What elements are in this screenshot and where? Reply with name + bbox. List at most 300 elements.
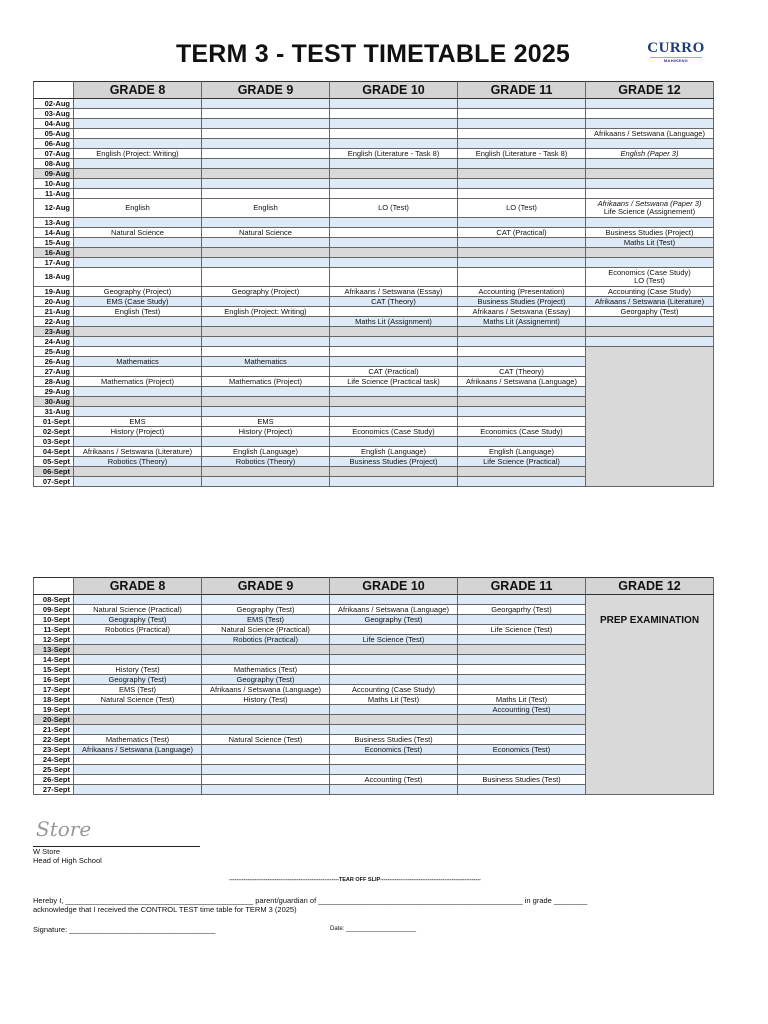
subject-cell <box>330 99 458 109</box>
subject-cell <box>74 317 202 327</box>
subject-cell <box>74 387 202 397</box>
date-cell: 15-Aug <box>34 238 74 248</box>
subject-cell <box>74 238 202 248</box>
timetable-september-body <box>34 595 714 795</box>
table-row <box>34 218 714 228</box>
prep-examination-cell: PREP EXAMINATION <box>586 595 714 795</box>
date-cell: 08-Sept <box>34 595 74 605</box>
subject-cell <box>202 337 330 347</box>
header-grade-11: GRADE 11 <box>458 82 586 99</box>
subject-cell <box>202 765 330 775</box>
date-cell: 26-Aug <box>34 357 74 367</box>
subject-cell <box>74 268 202 287</box>
subject-cell <box>202 655 330 665</box>
subject-cell: CAT (Practical) <box>330 367 458 377</box>
table-row <box>34 169 714 179</box>
subject-cell <box>74 119 202 129</box>
subject-cell <box>586 327 714 337</box>
subject-cell <box>458 357 586 367</box>
subject-cell <box>74 169 202 179</box>
date-cell: 10-Aug <box>34 179 74 189</box>
subject-cell <box>458 755 586 765</box>
table-row <box>34 179 714 189</box>
subject-cell <box>202 317 330 327</box>
subject-cell <box>202 129 330 139</box>
logo-name: CURRO <box>647 40 705 56</box>
subject-cell <box>74 367 202 377</box>
subject-line: LO (Test) <box>634 276 665 285</box>
date-cell: 16-Aug <box>34 248 74 258</box>
subject-cell <box>330 307 458 317</box>
table-row <box>34 268 714 287</box>
subject-cell: EMS (Test) <box>202 615 330 625</box>
subject-cell: Accounting (Case Study) <box>586 287 714 297</box>
table-row <box>34 258 714 268</box>
subject-cell <box>330 625 458 635</box>
header-grade-8: GRADE 8 <box>74 82 202 99</box>
date-cell: 19-Aug <box>34 287 74 297</box>
subject-cell <box>202 477 330 487</box>
signatory-role: Head of High School <box>33 856 102 865</box>
subject-cell <box>74 397 202 407</box>
subject-cell <box>586 139 714 149</box>
date-cell: 24-Aug <box>34 337 74 347</box>
subject-cell <box>458 238 586 248</box>
subject-cell: CAT (Theory) <box>330 297 458 307</box>
date-cell: 21-Sept <box>34 725 74 735</box>
subject-cell: Natural Science (Practical) <box>202 625 330 635</box>
subject-cell <box>74 248 202 258</box>
subject-cell <box>458 139 586 149</box>
subject-cell: Natural Science (Test) <box>74 695 202 705</box>
subject-cell <box>330 765 458 775</box>
header-grade-12: GRADE 12 <box>586 578 714 595</box>
subject-cell <box>202 755 330 765</box>
date-cell: 21-Aug <box>34 307 74 317</box>
subject-cell <box>458 635 586 645</box>
date-cell: 18-Aug <box>34 268 74 287</box>
subject-cell <box>74 635 202 645</box>
subject-cell: Maths Lit (Assignment) <box>330 317 458 327</box>
subject-cell <box>202 645 330 655</box>
subject-cell <box>458 189 586 199</box>
date-cell: 20-Sept <box>34 715 74 725</box>
subject-cell: Afrikaans / Setswana (Literature) <box>74 447 202 457</box>
subject-cell: English (Language) <box>330 447 458 457</box>
header-grade-12: GRADE 12 <box>586 82 714 99</box>
subject-cell <box>74 705 202 715</box>
date-cell: 01-Sept <box>34 417 74 427</box>
subject-cell <box>202 139 330 149</box>
subject-cell <box>330 129 458 139</box>
subject-cell: History (Project) <box>202 427 330 437</box>
subject-cell <box>330 675 458 685</box>
subject-cell <box>330 347 458 357</box>
subject-cell: Maths Lit (Assignemnt) <box>458 317 586 327</box>
subject-cell: EMS <box>202 417 330 427</box>
subject-cell: Maths Lit (Test) <box>586 238 714 248</box>
subject-cell: Afrikaans / Setswana (Language) <box>586 129 714 139</box>
subject-cell <box>458 347 586 357</box>
date-cell: 02-Aug <box>34 99 74 109</box>
subject-cell <box>330 169 458 179</box>
subject-cell <box>330 715 458 725</box>
date-cell: 04-Aug <box>34 119 74 129</box>
date-cell: 18-Sept <box>34 695 74 705</box>
subject-cell <box>458 675 586 685</box>
date-cell: 06-Aug <box>34 139 74 149</box>
subject-cell <box>330 705 458 715</box>
subject-cell: Maths Lit (Test) <box>458 695 586 705</box>
subject-cell <box>202 745 330 755</box>
subject-cell <box>74 477 202 487</box>
subject-cell <box>330 595 458 605</box>
subject-cell <box>74 467 202 477</box>
subject-cell <box>202 268 330 287</box>
subject-cell <box>330 109 458 119</box>
subject-cell <box>458 248 586 258</box>
subject-cell <box>330 228 458 238</box>
subject-cell: History (Project) <box>74 427 202 437</box>
date-cell: 27-Sept <box>34 785 74 795</box>
table-row <box>34 109 714 119</box>
date-cell: 12-Aug <box>34 199 74 218</box>
subject-cell <box>586 109 714 119</box>
table-row <box>34 297 714 307</box>
date-cell: 04-Sept <box>34 447 74 457</box>
subject-cell <box>330 785 458 795</box>
date-cell: 11-Aug <box>34 189 74 199</box>
table-row <box>34 287 714 297</box>
table-row <box>34 347 714 357</box>
date-cell: 24-Sept <box>34 755 74 765</box>
subject-cell <box>74 785 202 795</box>
subject-cell <box>74 327 202 337</box>
header-corner <box>34 578 74 595</box>
subject-cell <box>330 725 458 735</box>
subject-cell: English (Language) <box>202 447 330 457</box>
subject-cell <box>202 775 330 785</box>
timetable-september <box>33 577 714 795</box>
subject-cell: Mathematics (Project) <box>74 377 202 387</box>
subject-cell <box>330 417 458 427</box>
subject-cell <box>458 218 586 228</box>
table-row <box>34 119 714 129</box>
subject-cell: Afrikaans / Setswana (Language) <box>458 377 586 387</box>
slip-parent-line: Hereby I, _____________________________________________ parent/guardian of _________________________________________________ in grade ________ <box>33 896 588 905</box>
subject-cell <box>586 248 714 258</box>
subject-cell <box>458 109 586 119</box>
subject-cell <box>330 248 458 258</box>
subject-cell: EMS <box>74 417 202 427</box>
subject-cell: English <box>74 199 202 218</box>
subject-cell: Business Studies (Project) <box>586 228 714 238</box>
subject-cell: Geography (Project) <box>202 287 330 297</box>
subject-cell: Robotics (Theory) <box>202 457 330 467</box>
table-row <box>34 189 714 199</box>
subject-cell <box>330 139 458 149</box>
subject-cell <box>74 655 202 665</box>
signatory-name: W Store <box>33 847 61 856</box>
tear-off-title: ------------------------------------------------------------TEAR OFF SLIP------------------------------------------------------- <box>229 877 481 883</box>
subject-cell <box>458 159 586 169</box>
subject-cell <box>458 407 586 417</box>
header-row <box>34 82 714 99</box>
subject-cell <box>74 645 202 655</box>
subject-cell <box>202 327 330 337</box>
subject-cell <box>202 159 330 169</box>
subject-cell: Life Science (Practical) <box>458 457 586 467</box>
subject-cell <box>458 437 586 447</box>
subject-cell <box>330 337 458 347</box>
subject-cell <box>74 595 202 605</box>
subject-cell <box>586 189 714 199</box>
subject-cell: Geography (Test) <box>330 615 458 625</box>
subject-cell <box>330 665 458 675</box>
date-cell: 19-Sept <box>34 705 74 715</box>
subject-cell: English (Project: Writing) <box>202 307 330 317</box>
date-cell: 13-Aug <box>34 218 74 228</box>
header-corner <box>34 82 74 99</box>
subject-cell <box>586 199 714 218</box>
subject-cell <box>330 218 458 228</box>
subject-cell: Afrikaans / Setswana (Language) <box>202 685 330 695</box>
subject-cell <box>586 179 714 189</box>
subject-cell <box>202 407 330 417</box>
subject-cell <box>330 268 458 287</box>
date-cell: 20-Aug <box>34 297 74 307</box>
subject-cell <box>458 337 586 347</box>
date-cell: 30-Aug <box>34 397 74 407</box>
date-cell: 05-Sept <box>34 457 74 467</box>
subject-cell <box>458 179 586 189</box>
subject-cell <box>458 397 586 407</box>
subject-cell: Economics (Case Study) <box>458 427 586 437</box>
subject-cell: Economics (Test) <box>330 745 458 755</box>
subject-cell <box>202 109 330 119</box>
subject-cell <box>202 347 330 357</box>
page-title: TERM 3 - TEST TIMETABLE 2025 <box>175 40 571 68</box>
table-row <box>34 99 714 109</box>
signature-image: Store <box>36 817 92 841</box>
subject-cell <box>74 218 202 228</box>
subject-cell <box>202 99 330 109</box>
subject-cell <box>458 735 586 745</box>
subject-cell <box>74 179 202 189</box>
subject-cell <box>202 258 330 268</box>
subject-cell <box>586 159 714 169</box>
table-row <box>34 228 714 238</box>
subject-cell <box>74 189 202 199</box>
subject-cell <box>202 367 330 377</box>
date-cell: 06-Sept <box>34 467 74 477</box>
subject-cell <box>330 327 458 337</box>
date-cell: 07-Aug <box>34 149 74 159</box>
subject-cell <box>586 218 714 228</box>
date-cell: 08-Aug <box>34 159 74 169</box>
subject-cell: Georgaphy (Test) <box>586 307 714 317</box>
subject-cell <box>202 725 330 735</box>
school-logo <box>646 40 706 64</box>
subject-cell <box>202 397 330 407</box>
subject-cell: Life Science (Test) <box>330 635 458 645</box>
subject-cell: English <box>202 199 330 218</box>
table-row <box>34 159 714 169</box>
header-grade-10: GRADE 10 <box>330 578 458 595</box>
subject-cell: Geography (Project) <box>74 287 202 297</box>
date-cell: 14-Sept <box>34 655 74 665</box>
date-cell: 17-Sept <box>34 685 74 695</box>
subject-cell: English (Language) <box>458 447 586 457</box>
slip-date: Date: _____________________ <box>330 926 417 932</box>
date-cell: 13-Sept <box>34 645 74 655</box>
subject-cell <box>330 179 458 189</box>
subject-cell <box>330 655 458 665</box>
subject-cell: LO (Test) <box>458 199 586 218</box>
table-row <box>34 139 714 149</box>
subject-cell <box>586 337 714 347</box>
date-cell: 23-Sept <box>34 745 74 755</box>
subject-cell <box>330 755 458 765</box>
subject-cell <box>458 129 586 139</box>
subject-cell <box>330 238 458 248</box>
subject-cell: Life Science (Test) <box>458 625 586 635</box>
subject-cell: Georgaprhy (Test) <box>458 605 586 615</box>
header-row <box>34 578 714 595</box>
subject-cell <box>586 119 714 129</box>
subject-cell <box>202 189 330 199</box>
subject-cell <box>458 119 586 129</box>
subject-cell <box>586 169 714 179</box>
subject-cell <box>458 645 586 655</box>
subject-cell: English (Literature - Task 8) <box>330 149 458 159</box>
date-cell: 12-Sept <box>34 635 74 645</box>
subject-cell <box>74 715 202 725</box>
header-grade-11: GRADE 11 <box>458 578 586 595</box>
table-row <box>34 307 714 317</box>
date-cell: 03-Sept <box>34 437 74 447</box>
subject-cell: Geography (Test) <box>202 675 330 685</box>
subject-cell: CAT (Theory) <box>458 367 586 377</box>
date-cell: 25-Aug <box>34 347 74 357</box>
subject-line: Economics (Case Study) <box>608 268 691 277</box>
table-row <box>34 199 714 218</box>
subject-cell <box>202 297 330 307</box>
subject-cell: Mathematics (Project) <box>202 377 330 387</box>
subject-cell: Economics (Test) <box>458 745 586 755</box>
date-cell: 26-Sept <box>34 775 74 785</box>
timetable-august <box>33 81 714 487</box>
subject-cell <box>330 159 458 169</box>
subject-cell <box>458 615 586 625</box>
subject-cell: Robotics (Theory) <box>74 457 202 467</box>
subject-cell <box>330 437 458 447</box>
subject-cell <box>458 268 586 287</box>
subject-cell: Accounting (Test) <box>458 705 586 715</box>
subject-cell: Accounting (Case Study) <box>330 685 458 695</box>
date-cell: 05-Aug <box>34 129 74 139</box>
subject-cell: EMS (Case Study) <box>74 297 202 307</box>
subject-cell <box>458 725 586 735</box>
subject-cell: CAT (Practical) <box>458 228 586 238</box>
subject-cell <box>202 119 330 129</box>
date-cell: 07-Sept <box>34 477 74 487</box>
subject-cell: Maths Lit (Test) <box>330 695 458 705</box>
subject-cell: Accounting (Presentation) <box>458 287 586 297</box>
header-grade-9: GRADE 9 <box>202 82 330 99</box>
subject-cell <box>586 99 714 109</box>
date-cell: 31-Aug <box>34 407 74 417</box>
date-cell: 11-Sept <box>34 625 74 635</box>
subject-cell <box>202 238 330 248</box>
subject-cell: History (Test) <box>74 665 202 675</box>
header-grade-9: GRADE 9 <box>202 578 330 595</box>
header-grade-8: GRADE 8 <box>74 578 202 595</box>
subject-cell: Robotics (Practical) <box>74 625 202 635</box>
subject-cell <box>74 765 202 775</box>
subject-cell <box>202 467 330 477</box>
subject-cell <box>330 397 458 407</box>
subject-cell <box>458 327 586 337</box>
subject-line: Life Science (Assignement) <box>603 207 696 216</box>
date-cell: 10-Sept <box>34 615 74 625</box>
subject-cell: Business Studies (Test) <box>458 775 586 785</box>
subject-cell: English (Paper 3) <box>586 149 714 159</box>
subject-cell <box>202 179 330 189</box>
subject-cell <box>458 99 586 109</box>
subject-cell <box>330 407 458 417</box>
table-row <box>34 317 714 327</box>
subject-cell <box>202 218 330 228</box>
subject-cell <box>202 715 330 725</box>
subject-cell: Life Science (Practical task) <box>330 377 458 387</box>
subject-cell <box>202 387 330 397</box>
subject-cell: English (Test) <box>74 307 202 317</box>
subject-cell <box>458 387 586 397</box>
timetable-august-body <box>34 99 714 487</box>
subject-cell <box>458 169 586 179</box>
date-cell: 25-Sept <box>34 765 74 775</box>
subject-cell <box>202 248 330 258</box>
subject-cell: Afrikaans / Setswana (Essay) <box>458 307 586 317</box>
subject-cell <box>74 109 202 119</box>
date-cell: 16-Sept <box>34 675 74 685</box>
subject-cell <box>74 725 202 735</box>
subject-cell: Robotics (Practical) <box>202 635 330 645</box>
subject-cell <box>74 99 202 109</box>
date-cell: 22-Aug <box>34 317 74 327</box>
date-cell: 03-Aug <box>34 109 74 119</box>
subject-line: Afrikaans / Setswana (Paper 3) <box>597 199 702 208</box>
subject-cell <box>74 347 202 357</box>
subject-cell <box>330 258 458 268</box>
subject-cell <box>586 268 714 287</box>
subject-cell <box>458 477 586 487</box>
slip-signature: Signature: ___________________________________ <box>33 925 216 934</box>
table-row <box>34 327 714 337</box>
subject-cell <box>74 755 202 765</box>
date-cell: 22-Sept <box>34 735 74 745</box>
subject-cell <box>74 337 202 347</box>
subject-cell: LO (Test) <box>330 199 458 218</box>
subject-cell <box>330 467 458 477</box>
table-row <box>34 129 714 139</box>
subject-cell: Geography (Test) <box>74 615 202 625</box>
table-row <box>34 337 714 347</box>
subject-cell: Natural Science (Test) <box>202 735 330 745</box>
table-row <box>34 238 714 248</box>
subject-cell: Geography (Test) <box>74 675 202 685</box>
